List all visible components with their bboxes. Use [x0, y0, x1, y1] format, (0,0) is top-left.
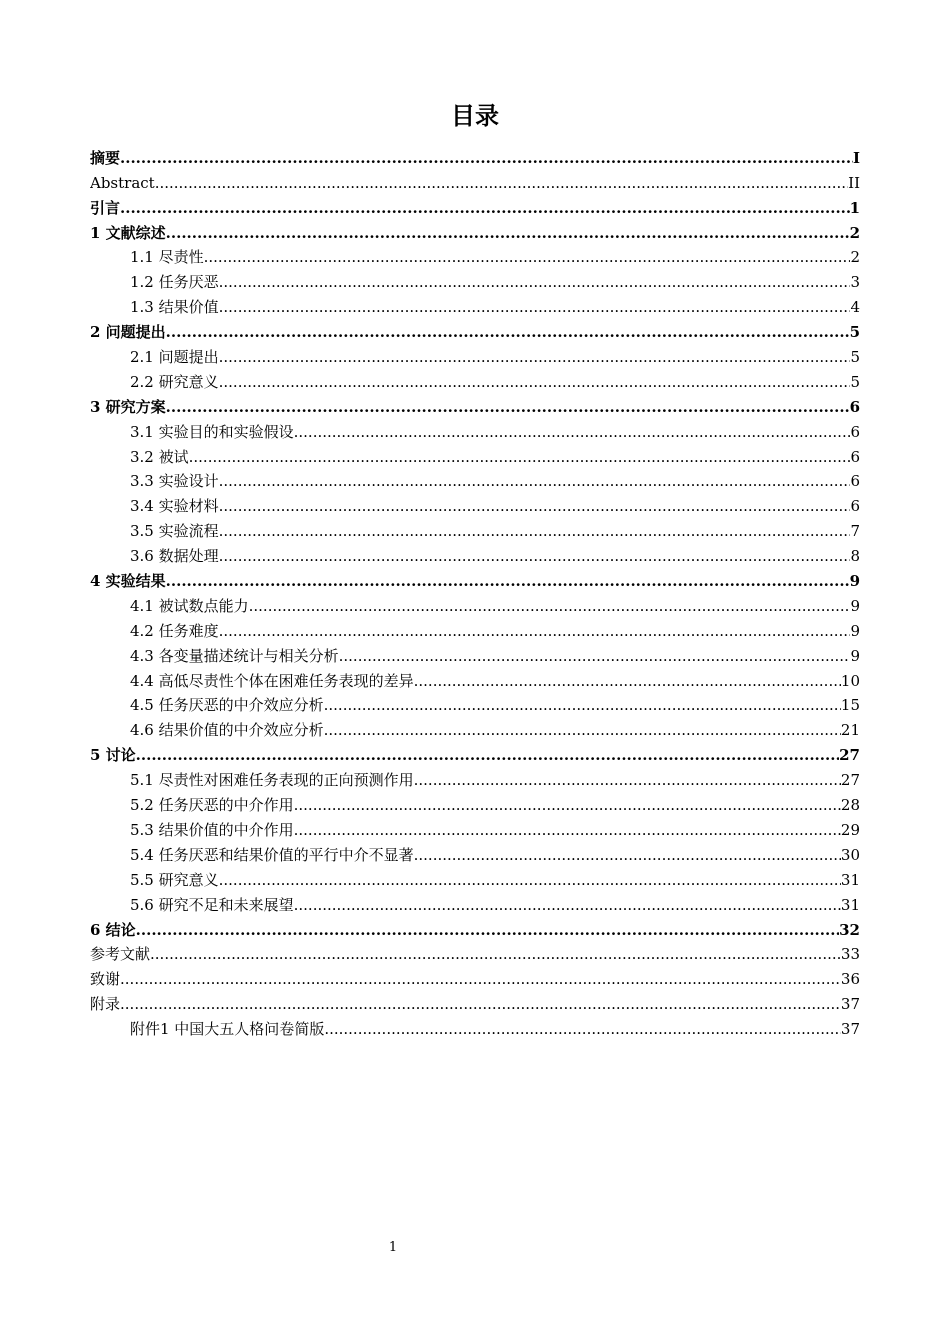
toc-entry[interactable] [90, 865, 860, 890]
toc-entry-label: 5 讨论 [90, 746, 136, 765]
toc-entry-page: 37 [840, 995, 860, 1014]
toc-entry[interactable] [90, 442, 860, 467]
toc-dot-leader [204, 247, 851, 267]
toc-entry-page: 27 [840, 771, 860, 790]
toc-entry[interactable] [90, 516, 860, 541]
toc-entry-page: 9 [850, 646, 860, 665]
toc-entry-label: 2.2 研究意义 [130, 372, 219, 391]
toc-entry-label: 4.4 高低尽责性个体在困难任务表现的差异 [130, 671, 414, 690]
toc-dot-leader [324, 1019, 841, 1039]
toc-dot-leader [219, 272, 851, 292]
toc-entry-label: 4 实验结果 [90, 572, 166, 591]
toc-entry[interactable] [90, 890, 860, 915]
toc-entry-label: 附录 [90, 995, 121, 1014]
toc-dot-leader [294, 820, 841, 840]
toc-dot-leader [294, 422, 851, 442]
toc-entry-label: 5.1 尽责性对困难任务表现的正向预测作用 [130, 771, 414, 790]
toc-entry-page: 27 [839, 746, 860, 765]
toc-entry-page: 6 [850, 422, 860, 441]
toc-entry-label: 1.1 尽责性 [130, 248, 204, 267]
toc-dot-leader [219, 471, 851, 491]
toc-entry-page: 7 [850, 522, 860, 541]
toc-entry-page: 31 [840, 895, 860, 914]
toc-entry[interactable] [90, 342, 860, 367]
toc-entry-page: 28 [840, 796, 860, 815]
toc-entry-page: 6 [850, 497, 860, 516]
toc-dot-leader [120, 198, 850, 218]
toc-entry-label: 引言 [90, 198, 121, 217]
toc-entry-page: 5 [849, 323, 860, 342]
toc-entry[interactable] [90, 143, 860, 168]
toc-entry-label: 4.3 各变量描述统计与相关分析 [130, 646, 339, 665]
toc-entry-page: 9 [850, 621, 860, 640]
toc-entry-label: 5.5 研究意义 [130, 870, 219, 889]
toc-entry[interactable] [90, 491, 860, 516]
toc-dot-leader [219, 496, 851, 516]
toc-entry[interactable] [90, 566, 860, 591]
toc-entry-label: 6 结论 [90, 920, 136, 939]
toc-entry[interactable] [90, 541, 860, 566]
toc-dot-leader [136, 745, 839, 765]
toc-entry-page: 37 [840, 1020, 860, 1039]
toc-entry[interactable] [90, 292, 860, 317]
toc-entry-label: 3 研究方案 [90, 397, 166, 416]
toc-entry-page: 9 [849, 572, 860, 591]
toc-entry-label: 3.3 实验设计 [130, 472, 219, 491]
toc-dot-leader [219, 546, 851, 566]
toc-entry[interactable] [90, 267, 860, 292]
toc-entry-label: 4.2 任务难度 [130, 621, 219, 640]
toc-entry[interactable] [90, 740, 860, 765]
toc-entry-label: 5.6 研究不足和未来展望 [130, 895, 294, 914]
toc-entry-page: 36 [840, 970, 860, 989]
toc-entry-label: 5.4 任务厌恶和结果价值的平行中介不显著 [130, 845, 414, 864]
toc-entry-label: 3.1 实验目的和实验假设 [130, 422, 294, 441]
toc-entry-page: 2 [850, 248, 860, 267]
toc-entry-page: 6 [850, 472, 860, 491]
toc-entry-page: 29 [840, 820, 860, 839]
toc-dot-leader [166, 571, 850, 591]
toc-entry[interactable] [90, 392, 860, 417]
toc-dot-leader [324, 695, 841, 715]
toc-entry[interactable] [90, 417, 860, 442]
page-title: 目录 [451, 102, 499, 130]
toc-entry-label: 1.2 任务厌恶 [130, 273, 219, 292]
toc-entry[interactable] [90, 989, 860, 1014]
toc-entry-label: 3.2 被试 [130, 447, 189, 466]
toc-entry-page: 8 [850, 547, 860, 566]
toc-entry[interactable] [90, 641, 860, 666]
toc-entry-label: 3.6 数据处理 [130, 547, 219, 566]
toc-dot-leader [414, 671, 841, 691]
toc-dot-leader [414, 770, 841, 790]
toc-entry-page: 2 [849, 223, 860, 242]
toc-entry[interactable] [90, 790, 860, 815]
toc-entry-page: 6 [849, 397, 860, 416]
toc-entry[interactable] [90, 964, 860, 989]
toc-dot-leader [324, 720, 841, 740]
toc-entry-label: 4.6 结果价值的中介效应分析 [130, 721, 324, 740]
toc-entry[interactable] [90, 591, 860, 616]
toc-entry[interactable] [90, 840, 860, 865]
toc-dot-leader [120, 148, 853, 168]
toc-entry-label: 1.3 结果价值 [130, 298, 219, 317]
toc-entry[interactable] [90, 915, 860, 940]
toc-dot-leader [166, 322, 850, 342]
toc-entry-page: 5 [850, 372, 860, 391]
toc-dot-leader [120, 969, 841, 989]
toc-entry-label: 5.3 结果价值的中介作用 [130, 820, 294, 839]
toc-entry-label: 2 问题提出 [90, 323, 166, 342]
toc-dot-leader [219, 297, 851, 317]
toc-entry-page: 10 [840, 671, 860, 690]
toc-dot-leader [219, 347, 851, 367]
toc-dot-leader [166, 397, 850, 417]
toc-entry[interactable] [90, 218, 860, 243]
toc-entry-label: 附件1 中国大五人格问卷简版 [130, 1020, 325, 1039]
toc-dot-leader [155, 173, 848, 193]
toc-entry-label: 3.5 实验流程 [130, 522, 219, 541]
toc-entry[interactable] [90, 317, 860, 342]
toc-entry-page: 30 [840, 845, 860, 864]
toc-dot-leader [294, 895, 841, 915]
toc-entry-label: Abstract [90, 173, 155, 192]
toc-entry-page: 15 [840, 696, 860, 715]
toc-entry-label: 4.1 被试数点能力 [130, 596, 249, 615]
toc-entry[interactable] [90, 168, 860, 193]
table-of-contents [90, 143, 860, 1039]
toc-entry-page: I [852, 148, 860, 167]
toc-entry-label: 3.4 实验材料 [130, 497, 219, 516]
toc-entry[interactable] [90, 715, 860, 740]
toc-dot-leader [219, 521, 851, 541]
toc-entry-label: 1 文献综述 [90, 223, 166, 242]
toc-dot-leader [294, 795, 841, 815]
toc-dot-leader [136, 920, 839, 940]
toc-dot-leader [219, 372, 851, 392]
toc-entry[interactable] [90, 765, 860, 790]
toc-entry[interactable] [90, 193, 860, 218]
toc-dot-leader [189, 447, 851, 467]
toc-entry-label: 2.1 问题提出 [130, 348, 219, 367]
toc-entry[interactable] [90, 666, 860, 691]
page-number: 1 [388, 1240, 398, 1255]
toc-dot-leader [166, 223, 850, 243]
toc-dot-leader [219, 870, 841, 890]
toc-entry-page: 31 [840, 870, 860, 889]
toc-dot-leader [219, 621, 851, 641]
toc-entry-page: 9 [850, 596, 860, 615]
toc-dot-leader [150, 944, 841, 964]
toc-dot-leader [414, 845, 841, 865]
toc-entry-page: 21 [840, 721, 860, 740]
toc-entry-page: 1 [849, 198, 860, 217]
toc-entry[interactable] [90, 691, 860, 716]
toc-entry-page: 33 [840, 945, 860, 964]
toc-entry-page: II [848, 173, 860, 192]
toc-entry-page: 4 [850, 298, 860, 317]
toc-entry[interactable] [90, 616, 860, 641]
toc-dot-leader [339, 646, 851, 666]
toc-entry[interactable] [90, 815, 860, 840]
toc-entry-page: 3 [850, 273, 860, 292]
toc-dot-leader [120, 994, 841, 1014]
toc-entry[interactable] [90, 467, 860, 492]
toc-entry-page: 5 [850, 348, 860, 367]
toc-entry-page: 32 [839, 920, 860, 939]
toc-entry[interactable] [90, 367, 860, 392]
toc-entry-page: 6 [850, 447, 860, 466]
toc-entry-label: 致谢 [90, 970, 121, 989]
toc-entry-label: 5.2 任务厌恶的中介作用 [130, 796, 294, 815]
toc-dot-leader [249, 596, 851, 616]
toc-entry-label: 参考文献 [90, 945, 151, 964]
toc-entry-label: 摘要 [90, 148, 121, 167]
toc-entry[interactable] [90, 940, 860, 965]
toc-entry-label: 4.5 任务厌恶的中介效应分析 [130, 696, 324, 715]
toc-entry[interactable] [90, 1014, 860, 1039]
toc-entry[interactable] [90, 243, 860, 268]
